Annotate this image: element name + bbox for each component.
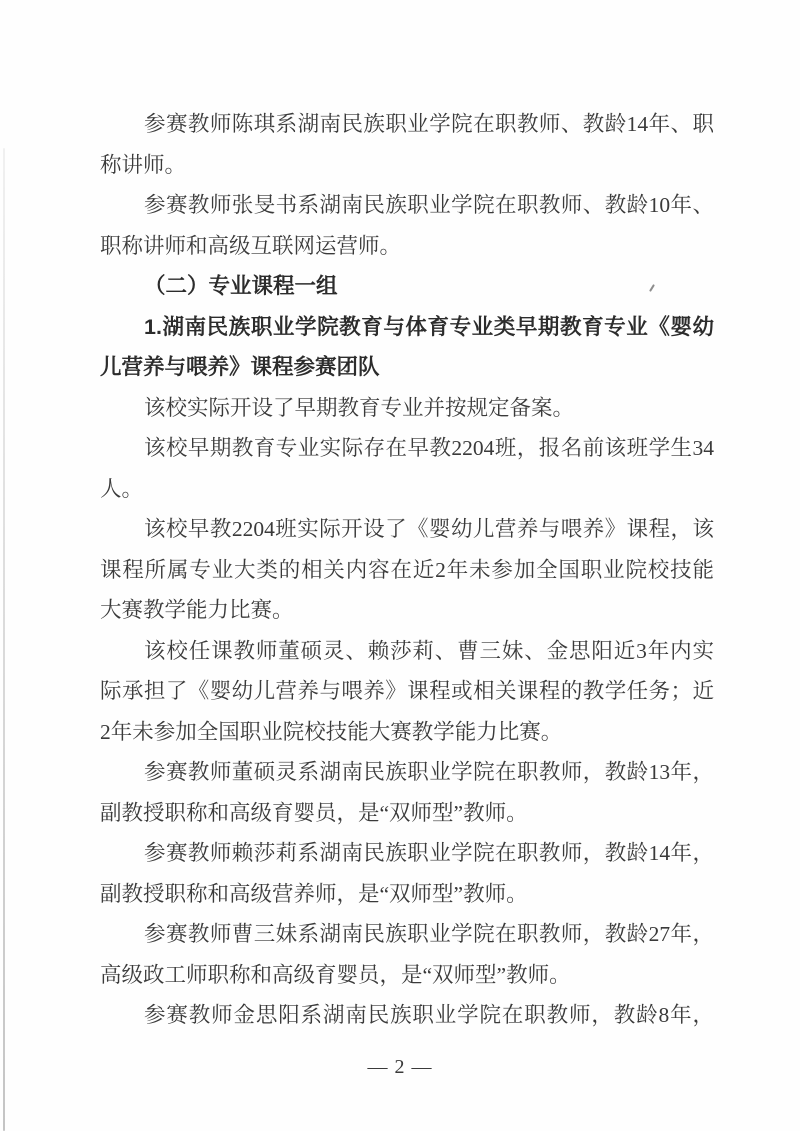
text-line: 课程所属专业大类的相关内容在近2年未参加全国职业院校技能 <box>100 557 714 582</box>
section-heading: （二）专业课程一组 <box>144 274 338 298</box>
text-line: 参赛教师陈琪系湖南民族职业学院在职教师、教龄14年、职 <box>144 112 714 136</box>
text-line: 参赛教师张旻书系湖南民族职业学院在职教师、教龄10年、 <box>144 193 714 217</box>
text-line: 该校早教2204班实际开设了《婴幼儿营养与喂养》课程，该 <box>144 517 714 541</box>
text-line: 大赛教学能力比赛。 <box>100 598 294 622</box>
text-line: 参赛教师赖莎莉系湖南民族职业学院在职教师，教龄14年， <box>144 841 714 865</box>
text-line: 职称讲师和高级互联网运营师。 <box>100 233 402 258</box>
text-line: 该校实际开设了早期教育专业并按规定备案。 <box>144 395 575 420</box>
text-line: 高级政工师职称和高级育婴员，是“双师型”教师。 <box>100 962 571 987</box>
scan-edge-artifact <box>3 148 5 1131</box>
text-line: 参赛教师曹三妹系湖南民族职业学院在职教师，教龄27年， <box>144 922 714 946</box>
text-line: 副教授职称和高级育婴员，是“双师型”教师。 <box>100 800 528 825</box>
text-line: 参赛教师金思阳系湖南民族职业学院在职教师，教龄8年， <box>144 1003 714 1027</box>
text-line: 2年未参加全国职业院校技能大赛教学能力比赛。 <box>100 719 563 744</box>
text-line: 参赛教师董硕灵系湖南民族职业学院在职教师，教龄13年， <box>144 760 714 784</box>
text-line: 称讲师。 <box>100 152 187 177</box>
subsection-heading: 1.湖南民族职业学院教育与体育专业类早期教育专业《婴幼 <box>144 314 714 339</box>
text-line: 际承担了《婴幼儿营养与喂养》课程或相关课程的教学任务；近 <box>100 679 714 703</box>
text-line: 该校任课教师董硕灵、赖莎莉、曹三妹、金思阳近3年内实 <box>144 638 714 663</box>
text-line: 该校早期教育专业实际存在早教2204班，报名前该班学生34 <box>144 436 714 460</box>
subsection-heading-continued: 儿营养与喂养》课程参赛团队 <box>100 355 380 379</box>
text-line: 人。 <box>100 476 144 501</box>
document-body <box>100 104 714 1036</box>
text-line: 副教授职称和高级营养师，是“双师型”教师。 <box>100 881 528 906</box>
footer-page-number: — 2 — <box>367 1056 433 1078</box>
